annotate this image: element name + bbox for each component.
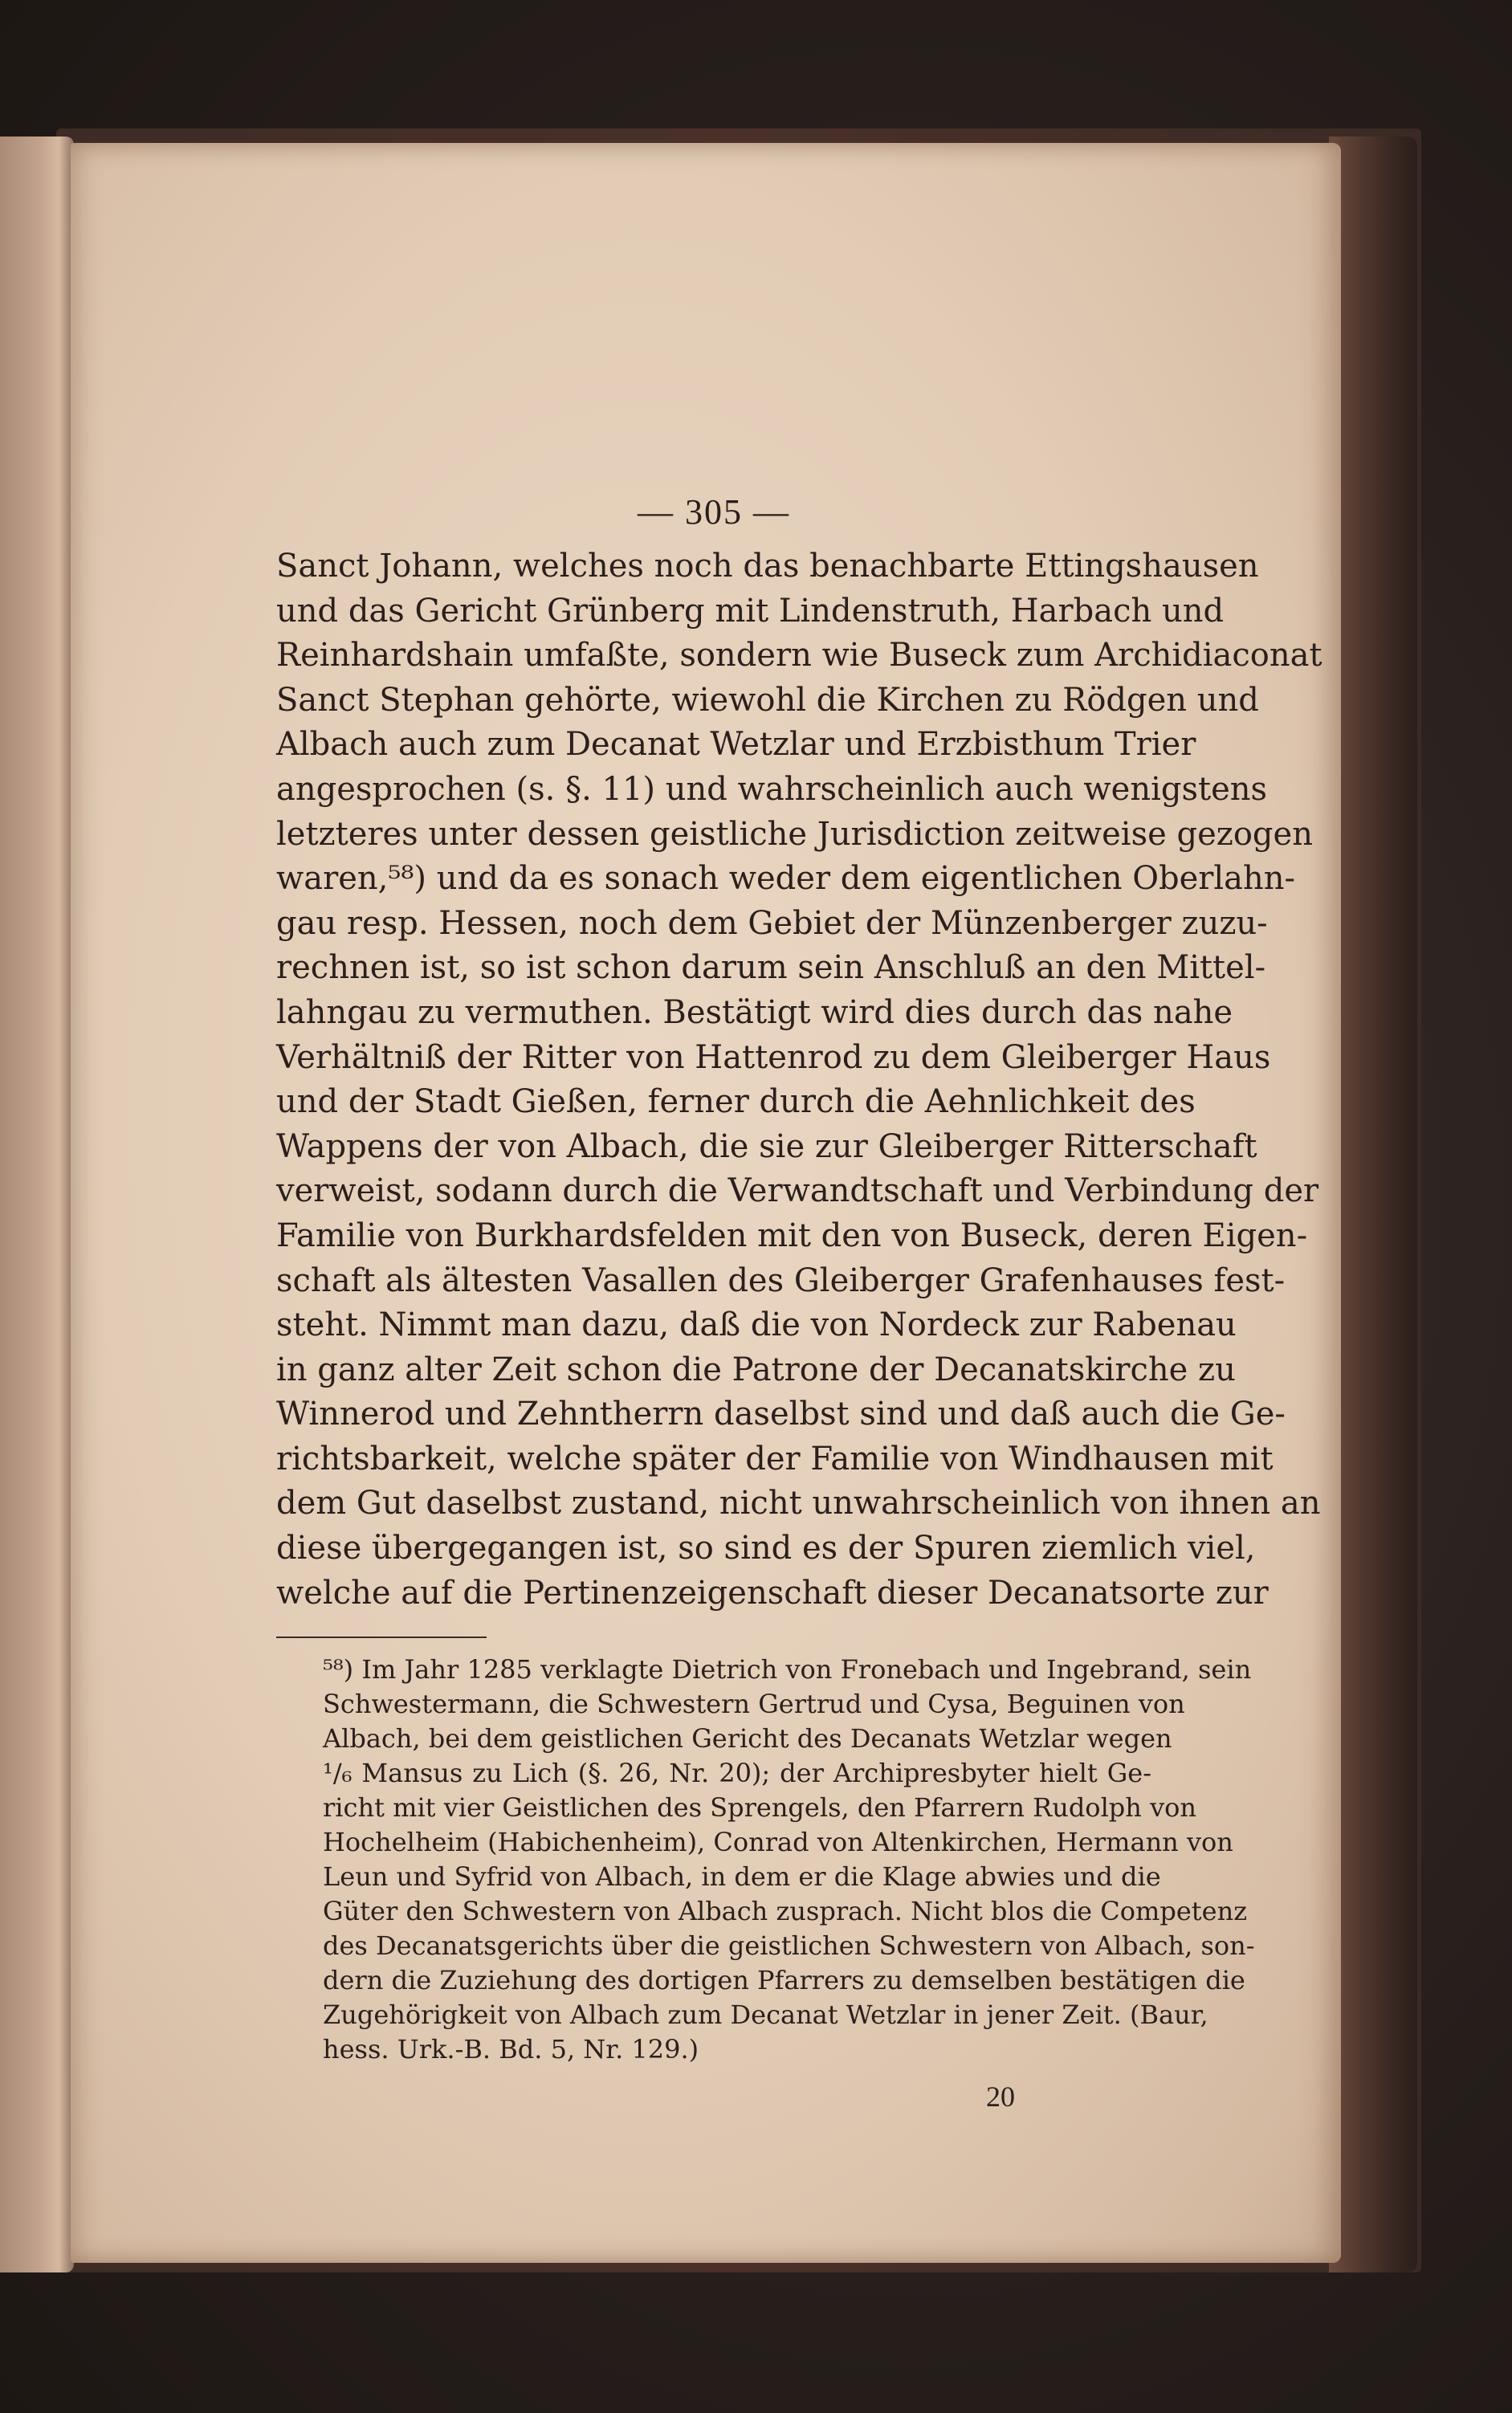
body-line: Verhältniß der Ritter von Hattenrod zu dem Gleiberger Haus [276, 1038, 1271, 1076]
page-number: — 305 — [638, 492, 790, 532]
book-page [71, 143, 1341, 2263]
body-text [276, 544, 1322, 1616]
body-line: in ganz alter Zeit schon die Patrone der Decanatskirche zu [276, 1351, 1236, 1388]
body-line: rechnen ist, so ist schon darum sein Anschluß an den Mittel- [276, 949, 1266, 987]
body-line: Wappens der von Albach, die sie zur Gleiberger Ritterschaft [276, 1127, 1257, 1165]
body-line: dem Gut daselbst zustand, nicht unwahrscheinlich von ihnen an [276, 1485, 1321, 1522]
body-line: steht. Nimmt man dazu, daß die von Nordeck zur Rabenau [276, 1306, 1237, 1344]
signature-mark: 20 [986, 2081, 1015, 2113]
book-cover-edge [1329, 137, 1417, 2272]
body-line: schaft als ältesten Vasallen des Gleiberger Grafenhauses fest- [276, 1262, 1286, 1299]
text-block [276, 488, 1322, 2117]
body-line: Sanct Stephan gehörte, wiewohl die Kirchen zu Rödgen und [276, 681, 1259, 719]
footnote-line: dern die Zuziehung des dortigen Pfarrers zu demselben bestätigen die [323, 1965, 1245, 1996]
body-line: letzteres unter dessen geistliche Jurisdiction zeitweise gezogen [276, 815, 1313, 853]
footnote-line: Zugehörigkeit von Albach zum Decanat Wetzlar in jener Zeit. (Baur, [323, 1999, 1208, 2031]
footnote-line: Güter den Schwestern von Albach zusprach. Nicht blos die Competenz [323, 1896, 1248, 1927]
body-line: lahngau zu vermuthen. Bestätigt wird dies durch das nahe [276, 993, 1233, 1031]
footnote-divider [276, 1637, 487, 1638]
body-line: richtsbarkeit, welche später der Familie von Windhausen mit [276, 1440, 1274, 1478]
body-line: verweist, sodann durch die Verwandtschaft und Verbindung der [276, 1172, 1319, 1210]
footnote-line: Leun und Syfrid von Albach, in dem er die Klage abwies und die [323, 1861, 1161, 1893]
footnote-line: richt mit vier Geistlichen des Sprengels, den Pfarrern Rudolph von [323, 1792, 1197, 1824]
body-line: angesprochen (s. §. 11) und wahrscheinlich auch wenigstens [276, 770, 1268, 808]
body-line: Reinhardshain umfaßte, sondern wie Buseck zum Archidiaconat [276, 637, 1322, 675]
footnote-line: des Decanatsgerichts über die geistlichen Schwestern von Albach, son- [323, 1930, 1255, 1962]
body-line: Winnerod und Zehntherrn daselbst sind und daß auch die Ge- [276, 1396, 1286, 1433]
body-line: waren,⁵⁸) und da es sonach weder dem eigentlichen Oberlahn- [276, 860, 1296, 898]
footnote-line: ⁵⁸) Im Jahr 1285 verklagte Dietrich von Fronebach und Ingebrand, sein [323, 1654, 1252, 1685]
body-line: welche auf die Pertinenzeigenschaft dieser Decanatsorte zur [276, 1574, 1269, 1612]
body-line: und das Gericht Grünberg mit Lindenstruth, Harbach und [276, 592, 1225, 630]
footnote-line: Schwestermann, die Schwestern Gertrud und Cysa, Beguinen von [323, 1689, 1185, 1720]
footnote-block [276, 1653, 1255, 2067]
body-line: Sanct Johann, welches noch das benachbarte Ettingshausen [276, 548, 1259, 585]
footnote-line: Hochelheim (Habichenheim), Conrad von Altenkirchen, Hermann von [323, 1827, 1233, 1858]
footnote-line: ¹/₆ Mansus zu Lich (§. 26, Nr. 20); der Archipresbyter hielt Ge- [323, 1758, 1151, 1789]
footnote-line: hess. Urk.-B. Bd. 5, Nr. 129.) [323, 2034, 699, 2065]
footnote-line: Albach, bei dem geistlichen Gericht des Decanats Wetzlar wegen [323, 1723, 1172, 1755]
left-page-edge [0, 137, 74, 2272]
body-line: Familie von Burkhardsfelden mit den von Buseck, deren Eigen- [276, 1217, 1308, 1254]
body-line: gau resp. Hessen, noch dem Gebiet der Münzenberger zuzu- [276, 904, 1268, 942]
body-line: und der Stadt Gießen, ferner durch die Aehnlichkeit des [276, 1083, 1196, 1121]
body-line: Albach auch zum Decanat Wetzlar und Erzbisthum Trier [276, 726, 1196, 764]
body-line: diese übergegangen ist, so sind es der Spuren ziemlich viel, [276, 1530, 1256, 1567]
